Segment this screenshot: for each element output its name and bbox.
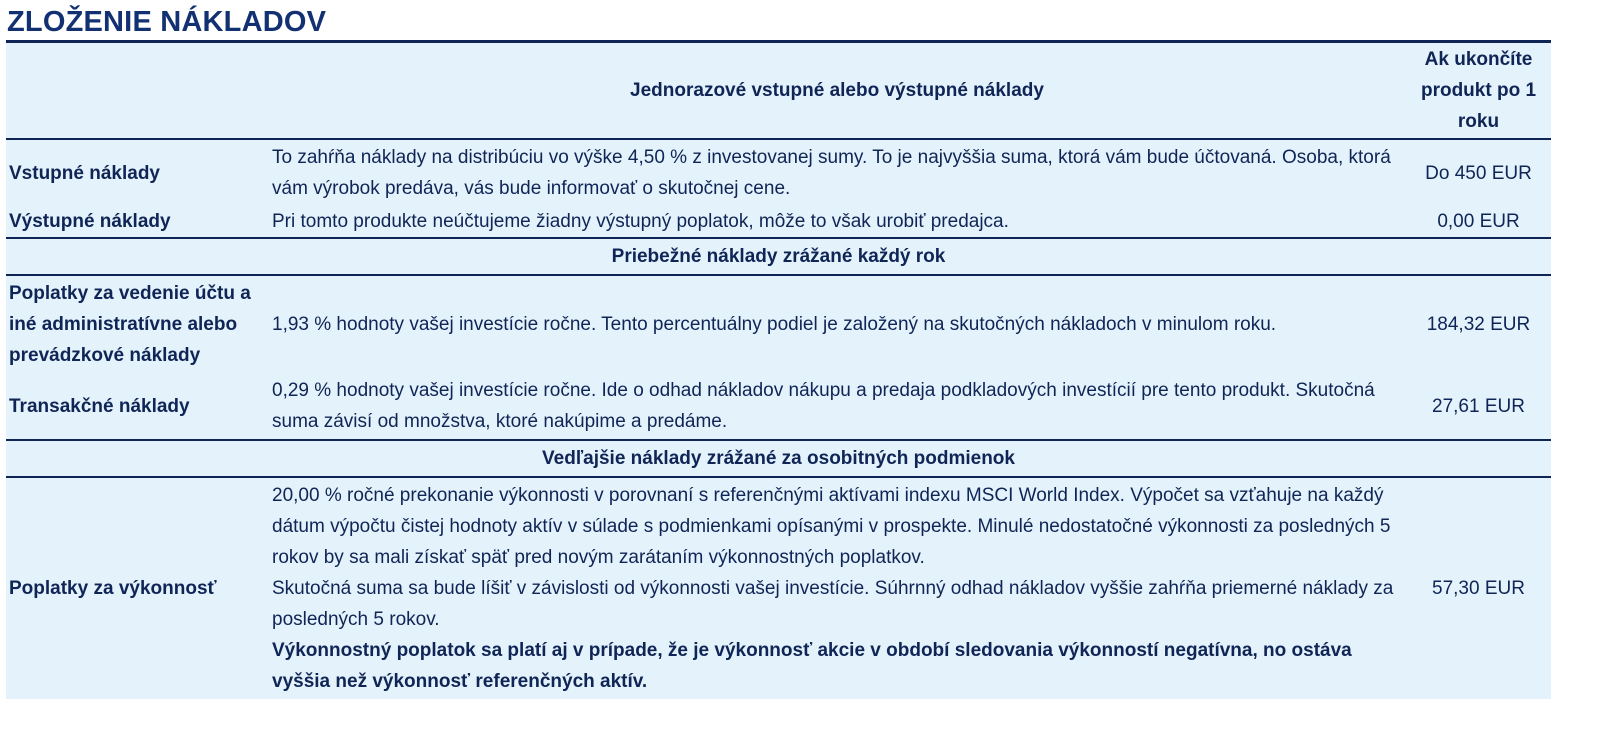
section-incidental-costs [6,440,1551,477]
header-exit-after-1-year: Ak ukončíte produkt po 1 roku [1406,42,1551,140]
performance-fees-text-1: 20,00 % ročné prekonanie výkonnosti v porovnaní s referenčnými aktívami indexu MSCI World Index. Výpočet sa vzťahuje na každý dátum výpočtu čistej hodnoty aktív v súlade s podmienkami opísanými v prospekte. Minulé nedostatočné výkonnosti za posledných 5 rokov by sa mali získať späť pred novým zarátaním výkonnostných poplatkov. [272,485,1391,568]
performance-fees-label: Poplatky za výkonnosť [9,578,217,599]
costs-table [6,40,1551,699]
table-row-performance-fees [6,477,1551,699]
page-title: ZLOŽENIE NÁKLADOV [7,6,327,38]
table-row-exit-costs [6,206,1551,238]
exit-costs-amount: 0,00 EUR [1437,211,1520,232]
exit-costs-label: Výstupné náklady [9,211,171,232]
performance-fees-description [268,477,1406,699]
entry-costs-amount: Do 450 EUR [1425,162,1532,184]
section-ongoing-costs [6,238,1551,275]
exit-costs-description: Pri tomto produkte neúčtujeme žiadny výstupný poplatok, môže to však urobiť predajca. [272,211,1009,232]
performance-fees-text-3: Výkonnostný poplatok sa platí aj v prípade, že je výkonnosť akcie v období sledovania výkonností negatívna, no ostáva vyššia než výkonnosť referenčných aktív. [272,640,1352,692]
entry-costs-description: To zahŕňa náklady na distribúciu vo výške 4,50 % z investovanej sumy. To je najvyššia suma, ktorá vám bude účtovaná. Osoba, ktorá vám výrobok predáva, vás bude informovať o skutočnej cene. [272,147,1391,199]
transaction-costs-amount: 27,61 EUR [1432,395,1525,417]
table-row-management-fees [6,275,1551,373]
management-fees-amount: 184,32 EUR [1426,314,1531,335]
header-one-off-costs: Jednorazové vstupné alebo výstupné náklady [268,42,1406,140]
management-fees-description: 1,93 % hodnoty vašej investície ročne. Tento percentuálny podiel je založený na skutočných nákladoch v minulom roku. [272,314,1277,335]
table-header-row [6,42,1551,140]
entry-costs-label: Vstupné náklady [9,162,160,184]
section-incidental-costs-heading: Vedľajšie náklady zrážané za osobitných podmienok [6,440,1551,477]
table-row-entry-costs [6,139,1551,206]
table-row-transaction-costs [6,373,1551,440]
transaction-costs-description: 0,29 % hodnoty vašej investície ročne. Ide o odhad nákladov nákupu a predaja podkladových investícií pre tento produkt. Skutočná suma závisí od množstva, ktoré nakúpime a predáme. [272,380,1375,432]
header-empty-cell [6,42,268,140]
performance-fees-text-2: Skutočná suma sa bude líšiť v závislosti od výkonnosti vašej investície. Súhrnný odhad nákladov vyššie zahŕňa priemerné náklady za posledných 5 rokov. [272,578,1394,630]
performance-fees-amount: 57,30 EUR [1432,578,1525,599]
section-ongoing-costs-heading: Priebežné náklady zrážané každý rok [6,238,1551,275]
management-fees-label: Poplatky za vedenie účtu a iné administratívne alebo prevádzkové náklady [9,283,251,366]
transaction-costs-label: Transakčné náklady [9,395,190,417]
